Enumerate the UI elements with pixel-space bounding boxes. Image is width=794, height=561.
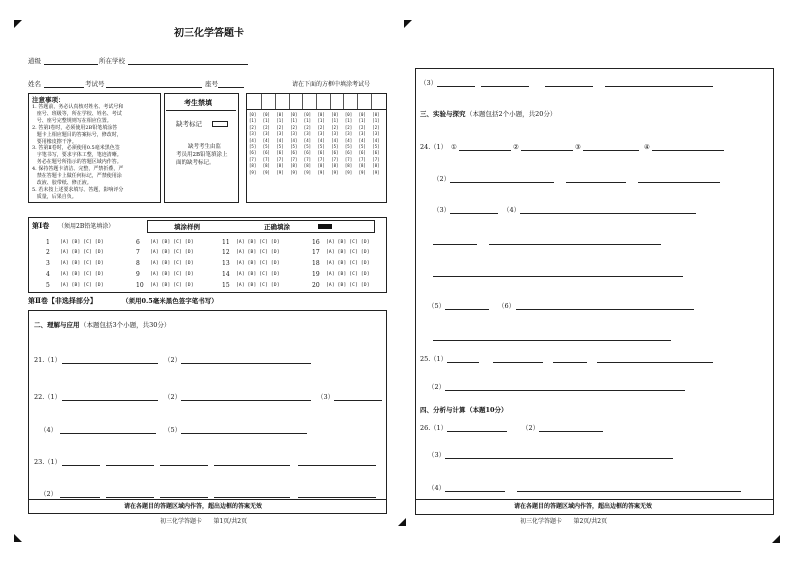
q22-answer-4[interactable] bbox=[60, 433, 156, 434]
exam-number-bubble[interactable]: [9] bbox=[262, 169, 270, 175]
mc-option-bubbles[interactable]: [A] [B] [C] [D] bbox=[150, 283, 194, 288]
absent-title: 考生禁填 bbox=[184, 98, 212, 107]
exam-number-bubble[interactable]: [9] bbox=[303, 169, 312, 175]
q22-part2: （2） bbox=[164, 393, 182, 401]
q23-answer-2c[interactable] bbox=[160, 497, 208, 498]
q26-answer-3[interactable] bbox=[445, 458, 673, 459]
exam-number-bubble[interactable]: [5] bbox=[262, 144, 270, 150]
q23-answer-2b[interactable] bbox=[106, 497, 154, 498]
exam-number-bubble[interactable]: [7] bbox=[372, 156, 380, 162]
mc-option-bubbles[interactable]: [A] [B] [C] [D] bbox=[60, 272, 104, 277]
exam-number-bubble[interactable]: [7] bbox=[303, 156, 312, 162]
mc-question-number: 18 bbox=[312, 260, 320, 267]
exam-number-bubble[interactable]: [0] bbox=[276, 112, 284, 117]
exam-number-bubble[interactable]: [2] bbox=[249, 124, 257, 130]
exam-number-bubble[interactable]: [8] bbox=[331, 163, 339, 169]
exam-number-bubble[interactable]: [3] bbox=[276, 131, 284, 137]
exam-number-bubble[interactable]: [1] bbox=[276, 118, 284, 124]
q24-answer-c1[interactable] bbox=[459, 150, 511, 151]
exam-number-bubble[interactable]: [6] bbox=[290, 150, 298, 156]
q22-answer-5[interactable] bbox=[181, 433, 307, 434]
notice-item: 改液、胶带纸、修正液。 bbox=[32, 179, 92, 186]
q24-part5: （5） bbox=[428, 302, 446, 310]
mc-option-bubbles[interactable]: [A] [B] [C] [D] bbox=[60, 283, 104, 288]
notice-item: 要用橡皮擦干净。 bbox=[32, 138, 77, 145]
q22-answer-3[interactable] bbox=[334, 400, 382, 401]
q23-answer-1d[interactable] bbox=[214, 465, 290, 466]
section3-note: （本题包括2个小题，共20分） bbox=[466, 110, 557, 118]
exam-number-bubble[interactable]: [8] bbox=[303, 163, 312, 169]
exam-number-bubble[interactable]: [9] bbox=[276, 169, 284, 175]
exam-number-bubble[interactable]: [1] bbox=[303, 118, 312, 124]
exam-number-column[interactable] bbox=[276, 112, 283, 176]
exam-number-bubble[interactable]: [8] bbox=[249, 163, 257, 169]
mc-question-number: 20 bbox=[312, 282, 320, 289]
mc-question-number: 5 bbox=[46, 282, 50, 289]
mc-question-number: 10 bbox=[136, 282, 144, 289]
exam-number-column[interactable] bbox=[249, 112, 256, 176]
exam-no-label: 考试号 bbox=[85, 80, 105, 88]
section2-note: （本题包括3个小题，共30分） bbox=[80, 321, 171, 329]
q24-number: 24. bbox=[420, 143, 431, 151]
section2-title: 二、理解与应用 bbox=[34, 321, 80, 329]
exam-no-hint: 请在下面的方框中填涂考试号 bbox=[292, 81, 371, 88]
mc-question-number: 14 bbox=[222, 271, 230, 278]
notice-item: 1. 答题前，务必认真核对姓名、考试号和 bbox=[32, 104, 124, 110]
seat-field[interactable] bbox=[218, 87, 244, 88]
q21-answer-1[interactable] bbox=[62, 363, 158, 364]
q24-answer-4a[interactable] bbox=[520, 213, 696, 214]
exam-number-bubble[interactable]: [6] bbox=[276, 150, 284, 156]
mc-option-bubbles[interactable]: [A] [B] [C] [D] bbox=[60, 250, 104, 255]
exam-number-bubble[interactable]: [5] bbox=[317, 144, 325, 150]
exam-number-bubble[interactable]: [3] bbox=[372, 131, 380, 137]
mc-question-number: 3 bbox=[46, 260, 50, 267]
exam-number-bubble[interactable]: [7] bbox=[290, 156, 298, 162]
q21-part1: （1） bbox=[44, 356, 62, 364]
q23-answer-2d[interactable] bbox=[214, 497, 290, 498]
mc-question-number: 15 bbox=[222, 282, 230, 289]
grid-column-divider bbox=[289, 94, 290, 109]
notice-item: 4. 保持答题卡清洁、完整，严禁折叠，严 bbox=[32, 166, 124, 173]
right-footer: 初三化学答题卡 第2页/共2页 bbox=[520, 518, 608, 525]
q23-answer-1c[interactable] bbox=[160, 465, 208, 466]
exam-number-bubble[interactable]: [0] bbox=[290, 112, 298, 117]
exam-number-bubble[interactable]: [0] bbox=[249, 112, 257, 117]
q23-answer-1e[interactable] bbox=[298, 465, 376, 466]
exam-number-bubble[interactable]: [0] bbox=[358, 112, 366, 117]
exam-number-bubble[interactable]: [7] bbox=[331, 156, 339, 162]
right-top-answer-b[interactable] bbox=[481, 86, 529, 87]
q24-answer-3[interactable] bbox=[450, 213, 498, 214]
right-top-answer-a[interactable] bbox=[437, 86, 475, 87]
q24-circle-1: ① bbox=[451, 143, 457, 151]
right-footer-warning: 请在各题目的答题区域内作答，超出边框的答案无效 bbox=[514, 503, 653, 510]
q25-part1: （1） bbox=[430, 355, 448, 363]
q23-answer-1b[interactable] bbox=[106, 465, 154, 466]
exam-number-bubble[interactable]: [8] bbox=[276, 163, 284, 169]
q22-part1: （1） bbox=[44, 393, 62, 401]
exam-number-bubble[interactable]: [5] bbox=[372, 144, 380, 150]
exam-number-bubble[interactable]: [1] bbox=[344, 118, 353, 124]
grid-column-divider bbox=[316, 94, 317, 109]
q24-circle-4: ④ bbox=[644, 143, 650, 151]
q25-answer-1d[interactable] bbox=[597, 362, 713, 363]
mc-option-bubbles[interactable]: [A] [B] [C] [D] bbox=[236, 240, 280, 245]
exam-number-bubble[interactable]: [1] bbox=[249, 118, 257, 124]
exam-number-bubble[interactable]: [7] bbox=[358, 156, 366, 162]
exam-number-bubble[interactable]: [1] bbox=[290, 118, 298, 124]
corner-mark-bottom-left bbox=[14, 534, 22, 542]
exam-number-bubble[interactable]: [1] bbox=[372, 118, 380, 124]
mc-question-number: 11 bbox=[222, 239, 230, 246]
name-label: 姓名 bbox=[28, 80, 41, 88]
mc-option-bubbles[interactable]: [A] [B] [C] [D] bbox=[150, 261, 194, 266]
mc-question-number: 6 bbox=[136, 239, 140, 246]
q24-answer-5[interactable] bbox=[445, 309, 489, 310]
q22-answer-1[interactable] bbox=[62, 400, 158, 401]
exam-number-bubble[interactable]: [4] bbox=[344, 137, 353, 143]
exam-number-bubble[interactable]: [9] bbox=[290, 169, 298, 175]
q25-answer-1a[interactable] bbox=[447, 362, 479, 363]
exam-number-bubble[interactable]: [3] bbox=[358, 131, 366, 137]
q24-part1: （1） bbox=[430, 143, 448, 151]
exam-number-bubble[interactable]: [7] bbox=[262, 156, 270, 162]
exam-number-bubble[interactable]: [2] bbox=[303, 124, 312, 130]
notice-item: 质量，后果自负。 bbox=[32, 193, 77, 200]
exam-number-bubble[interactable]: [5] bbox=[358, 144, 366, 150]
exam-number-bubble[interactable]: [6] bbox=[303, 150, 312, 156]
q21-part2: （2） bbox=[164, 356, 182, 364]
absent-note-3: 面的缺考标记。 bbox=[176, 160, 215, 166]
right-q-top-part3: （3） bbox=[420, 79, 438, 87]
exam-number-bubble[interactable]: [3] bbox=[262, 131, 270, 137]
notice-title: 注意事项： bbox=[32, 96, 65, 104]
exam-number-bubble[interactable]: [2] bbox=[331, 124, 339, 130]
q23-answer-2a[interactable] bbox=[60, 497, 100, 498]
exam-number-bubble[interactable]: [5] bbox=[344, 144, 353, 150]
q25-number: 25. bbox=[420, 355, 431, 363]
exam-number-bubble[interactable]: [8] bbox=[372, 163, 380, 169]
absent-mark-box[interactable] bbox=[212, 121, 228, 127]
class-field[interactable] bbox=[44, 64, 98, 65]
corner-mark-top-left bbox=[14, 20, 22, 28]
exam-number-bubble[interactable]: [6] bbox=[262, 150, 270, 156]
mc-question-number: 4 bbox=[46, 271, 50, 278]
right-answer-box bbox=[415, 68, 774, 515]
corner-mark-top-center bbox=[404, 20, 412, 28]
notice-item: 座号、班级等，所在学校、姓名、考试 bbox=[32, 110, 122, 117]
q24-part6: （6） bbox=[498, 302, 516, 310]
q26-part3: （3） bbox=[428, 451, 446, 459]
q24-answer-2a[interactable] bbox=[450, 182, 554, 183]
exam-number-bubble[interactable]: [5] bbox=[249, 144, 257, 150]
exam-number-bubble[interactable]: [4] bbox=[276, 137, 284, 143]
q25-answer-2[interactable] bbox=[445, 390, 685, 391]
q24-answer-6b[interactable] bbox=[433, 340, 671, 341]
mc-option-bubbles[interactable]: [A] [B] [C] [D] bbox=[326, 240, 370, 245]
exam-number-bubble[interactable]: [0] bbox=[331, 112, 339, 117]
exam-number-bubble[interactable]: [2] bbox=[262, 124, 270, 130]
correct-fill-sample bbox=[318, 224, 332, 229]
section4-note: （本题10分） bbox=[466, 406, 508, 414]
exam-number-bubble[interactable]: [7] bbox=[317, 156, 325, 162]
section4-title: 四、分析与计算 bbox=[420, 406, 466, 414]
exam-number-bubble[interactable]: [4] bbox=[331, 137, 339, 143]
q26-part4: （4） bbox=[428, 484, 446, 492]
exam-number-bubble[interactable]: [6] bbox=[249, 150, 257, 156]
mc-option-bubbles[interactable]: [A] [B] [C] [D] bbox=[60, 261, 104, 266]
q26-number: 26. bbox=[420, 424, 431, 432]
seat-label: 座号 bbox=[205, 80, 218, 88]
exam-number-bubble[interactable]: [8] bbox=[290, 163, 298, 169]
grid-column-divider bbox=[261, 94, 262, 109]
exam-number-bubble[interactable]: [1] bbox=[331, 118, 339, 124]
exam-number-bubble[interactable]: [0] bbox=[372, 112, 380, 117]
exam-number-column[interactable] bbox=[263, 112, 270, 176]
page-title: 初三化学答题卡 bbox=[174, 28, 244, 39]
notice-item: 号、座号完整规则写在相应位置。 bbox=[32, 117, 112, 124]
q24-answer-2c[interactable] bbox=[638, 182, 720, 183]
left-footer-warning: 请在各题目的答题区域内作答，超出边框的答案无效 bbox=[124, 503, 263, 510]
q24-answer-6[interactable] bbox=[516, 309, 694, 310]
exam-number-column[interactable] bbox=[331, 112, 338, 176]
q26-part1: （1） bbox=[430, 424, 448, 432]
mc-question-number: 12 bbox=[222, 249, 230, 256]
exam-number-bubble[interactable]: [4] bbox=[249, 137, 257, 143]
q24-circle-2: ② bbox=[513, 143, 519, 151]
q22-answer-2[interactable] bbox=[181, 400, 311, 401]
exam-number-bubble[interactable]: [2] bbox=[276, 124, 284, 130]
mc-question-number: 19 bbox=[312, 271, 320, 278]
exam-number-bubble[interactable]: [4] bbox=[372, 137, 380, 143]
exam-number-bubble[interactable]: [3] bbox=[331, 131, 339, 137]
absent-note-1: 缺考考生由监 bbox=[188, 144, 222, 150]
q24-answer-4b[interactable] bbox=[433, 244, 477, 245]
mc-question-number: 17 bbox=[312, 249, 320, 256]
exam-number-column[interactable] bbox=[372, 112, 379, 176]
q22-part3: （3） bbox=[317, 393, 335, 401]
right-footer-divider bbox=[415, 499, 774, 500]
exam-number-bubble[interactable]: [9] bbox=[331, 169, 339, 175]
section3-title: 三、实验与探究 bbox=[420, 110, 466, 118]
notice-item: 5. 若未按上述要求填写、答题，影响评分 bbox=[32, 186, 124, 193]
exam-number-bubble[interactable]: [4] bbox=[358, 137, 366, 143]
grid-header-line bbox=[247, 109, 386, 110]
notice-item: 务必在题号所指示的答题区域内作答。 bbox=[32, 159, 122, 166]
mc-option-bubbles[interactable]: [A] [B] [C] [D] bbox=[236, 261, 280, 266]
q21-number: 21. bbox=[34, 356, 45, 364]
section2-box bbox=[28, 310, 387, 514]
school-label: 所在学校 bbox=[99, 57, 125, 65]
part1-instruction: （须用2B铅笔填涂） bbox=[58, 223, 115, 230]
exam-number-bubble[interactable]: [3] bbox=[303, 131, 312, 137]
exam-number-bubble[interactable]: [4] bbox=[290, 137, 298, 143]
corner-mark-bottom-center bbox=[398, 518, 406, 526]
exam-number-bubble[interactable]: [9] bbox=[358, 169, 366, 175]
exam-number-bubble[interactable]: [3] bbox=[317, 131, 325, 137]
exam-number-bubble[interactable]: [6] bbox=[317, 150, 325, 156]
absent-mark-label: 缺考标记 bbox=[176, 120, 202, 128]
exam-number-bubble[interactable]: [3] bbox=[249, 131, 257, 137]
exam-number-column[interactable] bbox=[359, 112, 366, 176]
mc-option-bubbles[interactable]: [A] [B] [C] [D] bbox=[326, 272, 370, 277]
corner-mark-bottom-right bbox=[772, 535, 780, 543]
q24-answer-c2[interactable] bbox=[521, 150, 573, 151]
q24-answer-2b[interactable] bbox=[566, 182, 626, 183]
absent-note-2: 考员用2B铅笔填涂上 bbox=[176, 152, 228, 158]
q24-answer-4c[interactable] bbox=[489, 244, 661, 245]
mc-question-number: 2 bbox=[46, 249, 50, 256]
sample-label: 填涂样例 bbox=[174, 223, 200, 231]
exam-number-bubble[interactable]: [2] bbox=[290, 124, 298, 130]
grid-column-divider bbox=[357, 94, 358, 109]
exam-number-column[interactable] bbox=[345, 112, 352, 176]
mc-option-bubbles[interactable]: [A] [B] [C] [D] bbox=[236, 283, 280, 288]
exam-number-bubble[interactable]: [5] bbox=[290, 144, 298, 150]
q24-circle-3: ③ bbox=[575, 143, 581, 151]
exam-number-bubble[interactable]: [0] bbox=[262, 112, 270, 117]
exam-number-bubble[interactable]: [2] bbox=[372, 124, 380, 130]
exam-number-bubble[interactable]: [3] bbox=[290, 131, 298, 137]
q25-answer-1c[interactable] bbox=[553, 362, 587, 363]
q26-answer-1[interactable] bbox=[447, 431, 507, 432]
exam-number-bubble[interactable]: [7] bbox=[344, 156, 353, 162]
exam-number-bubble[interactable]: [4] bbox=[303, 137, 312, 143]
grid-column-divider bbox=[330, 94, 331, 109]
name-field[interactable] bbox=[44, 87, 84, 88]
part1-label: 第Ⅰ卷 bbox=[32, 221, 50, 230]
notice-item: 2. 答第Ⅰ卷时，必须使用2B铅笔填涂答 bbox=[32, 124, 118, 131]
school-field[interactable] bbox=[128, 64, 248, 65]
q24-answer-c4[interactable] bbox=[652, 150, 724, 151]
part2-instruction: （须用0.5毫米黑色签字笔书写） bbox=[122, 297, 218, 305]
mc-question-number: 9 bbox=[136, 271, 140, 278]
notice-item: 题卡上相应题目的答案标号，修改时， bbox=[32, 131, 122, 138]
exam-number-bubble[interactable]: [7] bbox=[249, 156, 257, 162]
exam-number-bubble[interactable]: [9] bbox=[372, 169, 380, 175]
exam-number-column[interactable] bbox=[318, 112, 325, 176]
mc-question-number: 1 bbox=[46, 239, 50, 246]
grid-column-divider bbox=[275, 94, 276, 109]
notice-item: 字笔书写，要求字体工整，笔迹清晰。 bbox=[32, 152, 122, 159]
exam-number-bubble[interactable]: [9] bbox=[317, 169, 325, 175]
q26-answer-2[interactable] bbox=[539, 431, 603, 432]
exam-number-bubble[interactable]: [5] bbox=[303, 144, 312, 150]
grid-column-divider bbox=[302, 94, 303, 109]
left-footer-divider bbox=[28, 499, 387, 500]
q22-part5: （5） bbox=[164, 426, 182, 434]
exam-number-bubble[interactable]: [1] bbox=[317, 118, 325, 124]
q26-answer-4a[interactable] bbox=[445, 491, 505, 492]
exam-number-bubble[interactable]: [9] bbox=[344, 169, 353, 175]
mc-question-number: 8 bbox=[136, 260, 140, 267]
q24-part2: （2） bbox=[433, 175, 451, 183]
exam-number-bubble[interactable]: [1] bbox=[262, 118, 270, 124]
exam-number-column[interactable] bbox=[290, 112, 297, 176]
q23-answer-2e[interactable] bbox=[298, 497, 376, 498]
exam-number-bubble[interactable]: [8] bbox=[317, 163, 325, 169]
mc-question-number: 13 bbox=[222, 260, 230, 267]
grid-column-divider bbox=[371, 94, 372, 109]
q26-part2: （2） bbox=[522, 424, 540, 432]
mc-option-bubbles[interactable]: [A] [B] [C] [D] bbox=[236, 250, 280, 255]
mc-option-bubbles[interactable]: [A] [B] [C] [D] bbox=[326, 261, 370, 266]
q24-part4: （4） bbox=[503, 206, 521, 214]
notice-item: 禁在答题卡上做任何标记，严禁使用涂 bbox=[32, 173, 122, 179]
q22-part4: （4） bbox=[40, 426, 58, 434]
absent-title-underline bbox=[166, 110, 236, 111]
left-footer: 初三化学答题卡 第1页/共2页 bbox=[160, 518, 248, 525]
right-top-answer-d[interactable] bbox=[605, 86, 713, 87]
exam-number-bubble[interactable]: [1] bbox=[358, 118, 366, 124]
grid-column-divider bbox=[343, 94, 344, 109]
exam-number-bubble[interactable]: [0] bbox=[303, 112, 312, 117]
mc-option-bubbles[interactable]: [A] [B] [C] [D] bbox=[150, 272, 194, 277]
exam-number-bubble[interactable]: [5] bbox=[331, 144, 339, 150]
class-label: 道级 bbox=[28, 57, 41, 65]
q26-answer-4b[interactable] bbox=[517, 491, 741, 492]
q24-part3: （3） bbox=[433, 206, 451, 214]
exam-number-bubble[interactable]: [0] bbox=[317, 112, 325, 117]
exam-number-bubble[interactable]: [6] bbox=[358, 150, 366, 156]
exam-no-field[interactable] bbox=[106, 87, 202, 88]
q22-number: 22. bbox=[34, 393, 45, 401]
q25-answer-1b[interactable] bbox=[493, 362, 543, 363]
mc-option-bubbles[interactable]: [A] [B] [C] [D] bbox=[236, 272, 280, 277]
exam-number-bubble[interactable]: [0] bbox=[344, 112, 353, 117]
exam-number-column[interactable] bbox=[304, 112, 311, 176]
exam-number-bubble[interactable]: [2] bbox=[344, 124, 353, 130]
q25-part2: （2） bbox=[428, 383, 446, 391]
q24-answer-c3[interactable] bbox=[583, 150, 639, 151]
notice-item: 3. 答第Ⅱ卷时，必须使用0.5毫米黑色签 bbox=[32, 145, 120, 152]
exam-number-bubble[interactable]: [2] bbox=[358, 124, 366, 130]
q23-answer-1a[interactable] bbox=[62, 465, 100, 466]
q23-number: 23. bbox=[34, 458, 45, 466]
q21-answer-2[interactable] bbox=[181, 363, 311, 364]
q23-part1: （1） bbox=[44, 458, 62, 466]
exam-number-bubble[interactable]: [2] bbox=[317, 124, 325, 130]
mc-option-bubbles[interactable]: [A] [B] [C] [D] bbox=[150, 240, 194, 245]
exam-number-bubble[interactable]: [3] bbox=[344, 131, 353, 137]
mc-option-bubbles[interactable]: [A] [B] [C] [D] bbox=[150, 250, 194, 255]
exam-number-bubble[interactable]: [6] bbox=[372, 150, 380, 156]
mc-option-bubbles[interactable]: [A] [B] [C] [D] bbox=[326, 283, 370, 288]
exam-number-bubble[interactable]: [8] bbox=[262, 163, 270, 169]
exam-number-bubble[interactable]: [6] bbox=[344, 150, 353, 156]
part2-label: 第Ⅱ卷【非选择部分】 bbox=[28, 296, 97, 305]
exam-number-bubble[interactable]: [5] bbox=[276, 144, 284, 150]
exam-number-bubble[interactable]: [6] bbox=[331, 150, 339, 156]
right-top-answer-c[interactable] bbox=[545, 86, 593, 87]
correct-fill-label: 正确填涂 bbox=[264, 223, 290, 231]
mc-option-bubbles[interactable]: [A] [B] [C] [D] bbox=[326, 250, 370, 255]
mc-question-number: 7 bbox=[136, 249, 140, 256]
exam-number-bubble[interactable]: [7] bbox=[276, 156, 284, 162]
exam-number-bubble[interactable]: [4] bbox=[262, 137, 270, 143]
mc-question-number: 16 bbox=[312, 239, 320, 246]
exam-number-bubble[interactable]: [9] bbox=[249, 169, 257, 175]
exam-number-bubble[interactable]: [8] bbox=[344, 163, 353, 169]
exam-number-bubble[interactable]: [4] bbox=[317, 137, 325, 143]
exam-number-bubble[interactable]: [8] bbox=[358, 163, 366, 169]
mc-option-bubbles[interactable]: [A] [B] [C] [D] bbox=[60, 240, 104, 245]
q23-part2: （2） bbox=[40, 490, 58, 498]
q24-answer-4d[interactable] bbox=[433, 276, 683, 277]
